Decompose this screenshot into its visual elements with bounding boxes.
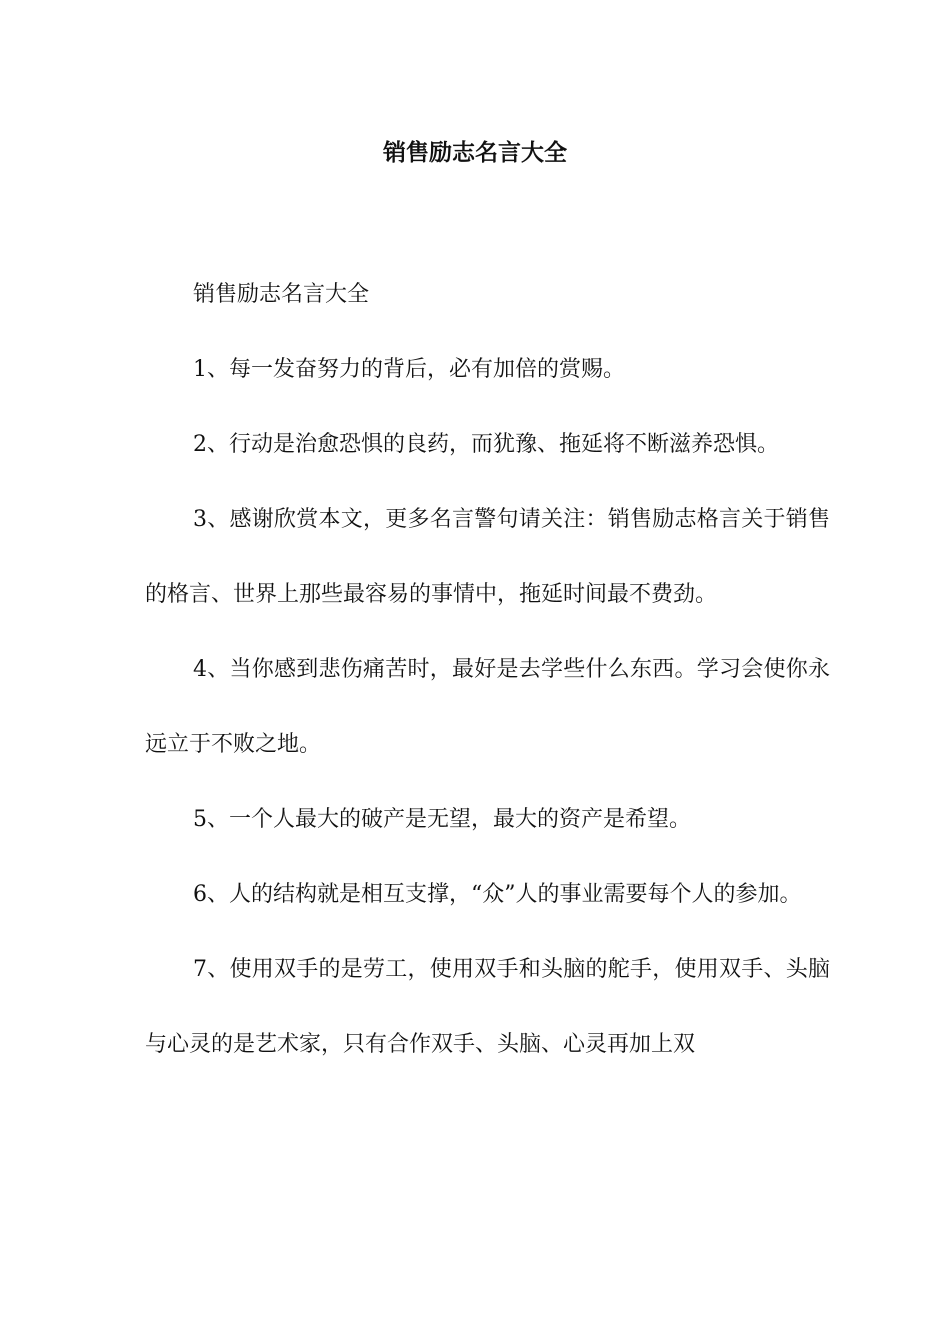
paragraph-quote-4: 4、当你感到悲伤痛苦时，最好是去学些什么东西。学习会使你永远立于不败之地。 bbox=[145, 657, 830, 757]
paragraph-quote-3: 3、感谢欣赏本文，更多名言警句请关注：销售励志格言关于销售的格言、世界上那些最容易的事情中，拖延时间最不费劲。 bbox=[145, 507, 830, 607]
document-body bbox=[145, 257, 830, 1082]
paragraph-quote-7: 7、使用双手的是劳工，使用双手和头脑的舵手，使用双手、头脑与心灵的是艺术家，只有合作双手、头脑、心灵再加上双 bbox=[145, 957, 830, 1057]
paragraph-quote-2: 2、行动是治愈恐惧的良药，而犹豫、拖延将不断滋养恐惧。 bbox=[193, 432, 779, 457]
document-title: 销售励志名言大全 bbox=[383, 139, 567, 166]
paragraph-quote-1: 1、每一发奋努力的背后，必有加倍的赏赐。 bbox=[193, 357, 625, 382]
paragraph-heading: 销售励志名言大全 bbox=[193, 282, 370, 307]
paragraph-quote-6: 6、人的结构就是相互支撑，“众”人的事业需要每个人的参加。 bbox=[193, 882, 802, 907]
paragraph-quote-5: 5、一个人最大的破产是无望，最大的资产是希望。 bbox=[193, 807, 691, 832]
